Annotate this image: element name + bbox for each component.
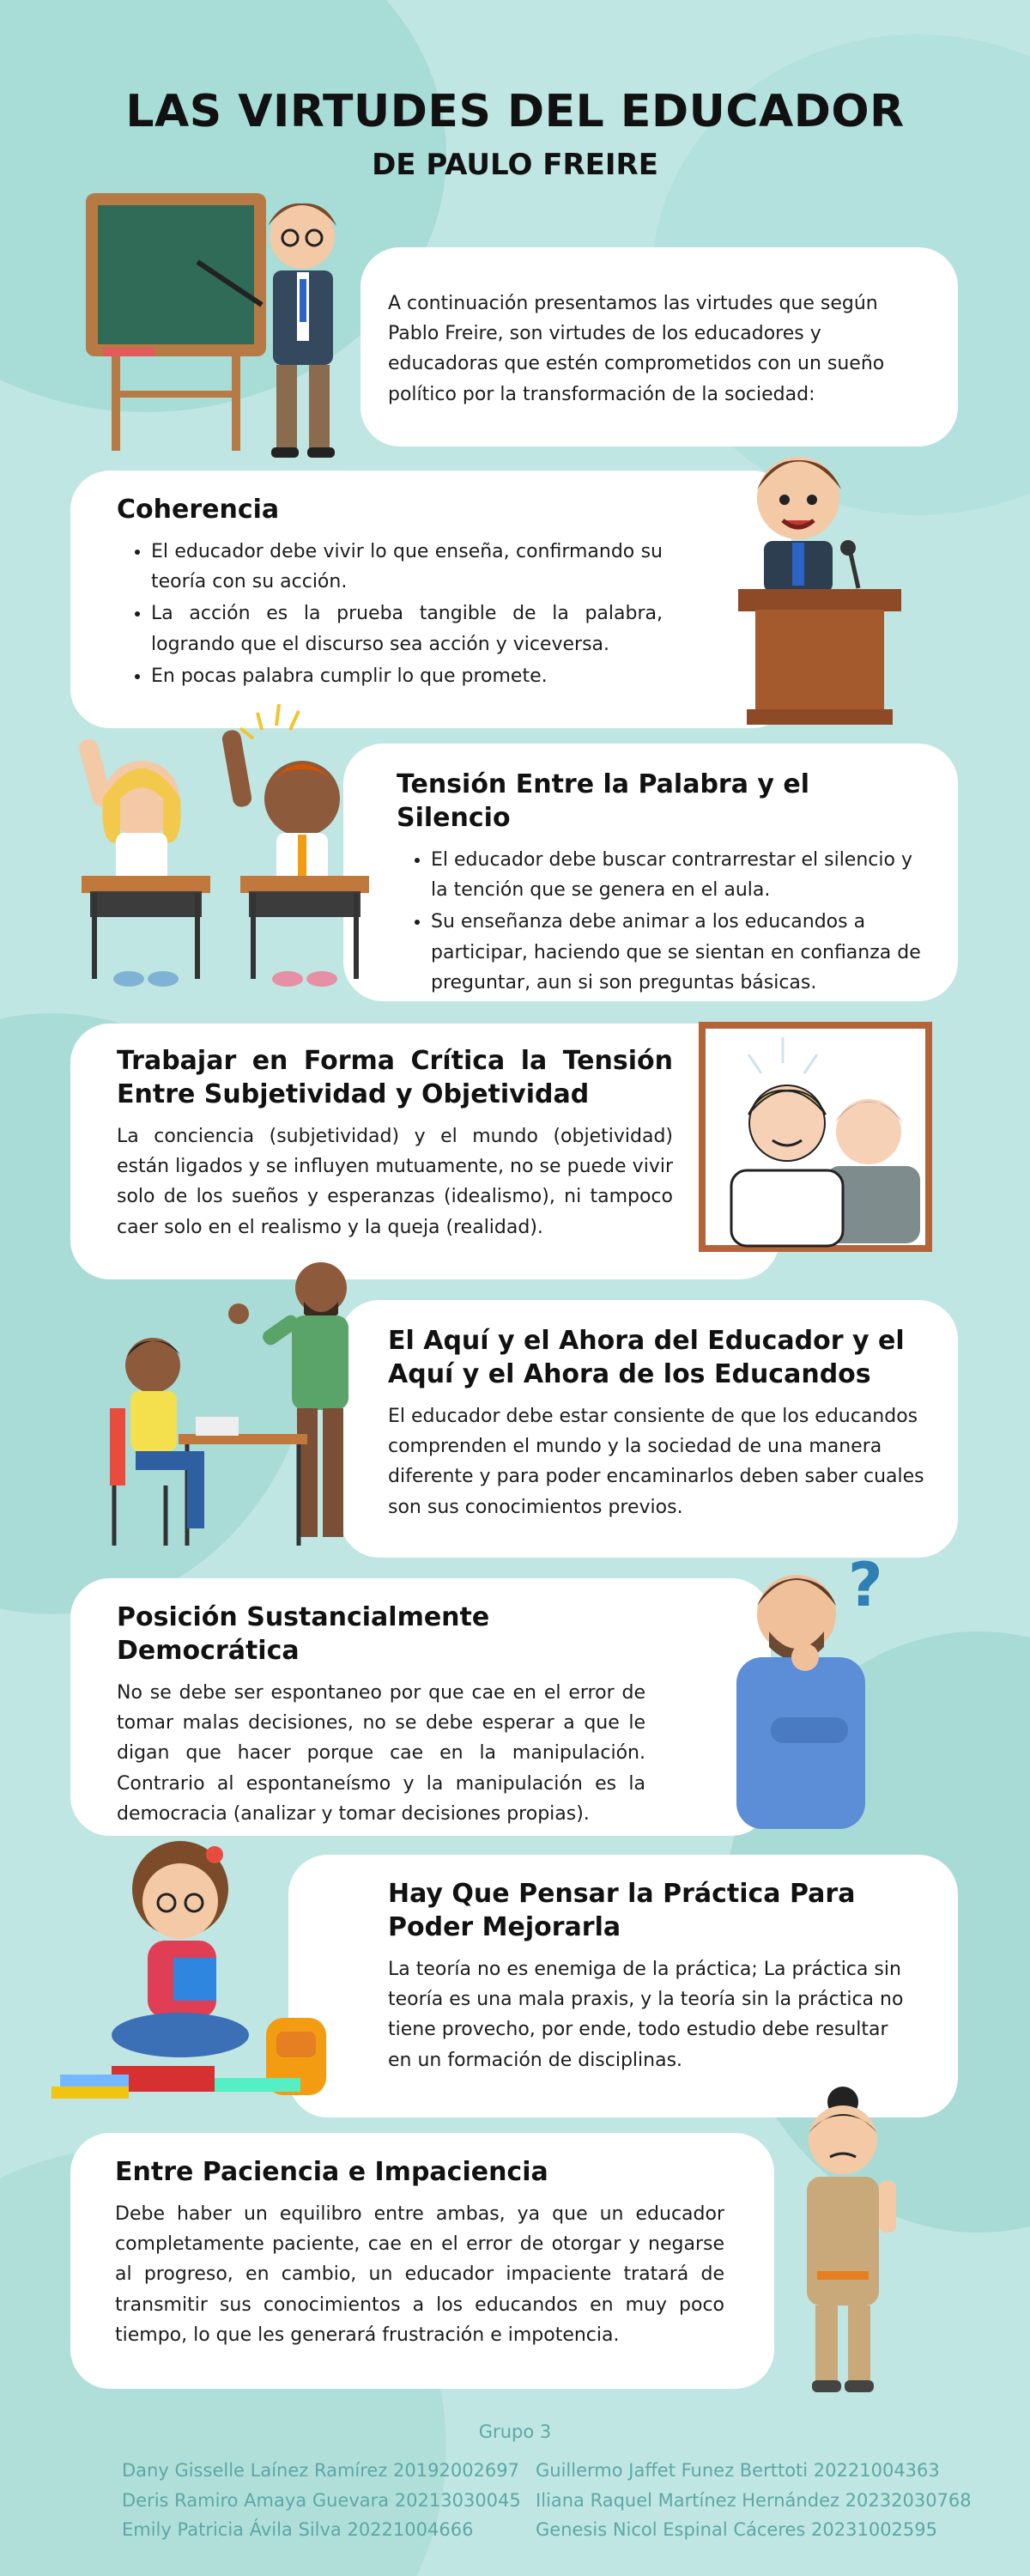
serious-woman-illustration (783, 2078, 920, 2404)
virtue-text: La conciencia (subjetividad) y el mundo (objetividad) están ligados y se influyen mutuamente, no se puede vivir solo de los sueños y esperanzas (idealismo), ni tampoco caer solo en el realismo y la queja (realidad). (117, 1126, 673, 1238)
framed-portrait-illustration (697, 1020, 934, 1254)
virtue-card-tension-palabra-silencio (343, 744, 958, 1001)
students-raising-hands-illustration (77, 696, 378, 1005)
virtue-text: No se debe ser espontaneo por que cae en el error de tomar malas decisiones, no se debe esperar a que le digan que hacer porque cae en la manipulación. Contrario al espontaneísmo y la manipulación es la democracia (analizar y tomar decisiones propias). (117, 1682, 645, 1825)
member-name: Emily Patricia Ávila Silva 20221004666 (122, 2519, 474, 2541)
member-name: Deris Ramiro Amaya Guevara 20213030045 (122, 2489, 521, 2511)
virtue-card-aqui-ahora (340, 1300, 958, 1558)
members-column-left (122, 2456, 534, 2545)
virtue-text: El educador debe estar consiente de que los educandos comprenden el mundo y la sociedad de una manera diferente y para poder encaminarlos deben saber cuales son sus conocimientos previos. (388, 1406, 924, 1518)
virtue-heading: Trabajar en Forma Crítica la Tensión Entre Subjetividad y Objetividad (117, 1046, 673, 1109)
intro-card (360, 247, 958, 447)
page-subtitle: DE PAULO FREIRE (372, 148, 658, 182)
thinking-man-illustration (719, 1546, 908, 1838)
member-name: Genesis Nicol Espinal Cáceres 20231002595 (536, 2519, 937, 2541)
virtue-heading: El Aquí y el Ahora del Educador y el Aquí y el Ahora de los Educandos (388, 1326, 905, 1389)
member-name: Guillermo Jaffet Funez Berttoti 20221004363 (536, 2460, 940, 2481)
girl-reading-illustration (52, 1829, 360, 2138)
group-label: Grupo 3 (478, 2421, 552, 2442)
question-mark-icon: ? (848, 1550, 883, 1620)
bullet-item: • El educador debe vivir lo que enseña, confirmando su teoría con su acción. (151, 537, 663, 597)
virtue-card-posicion-democratica (70, 1578, 771, 1836)
virtue-card-subjetividad-objetividad (70, 1024, 779, 1279)
virtue-heading: Posición Sustancialmente Democrática (117, 1602, 490, 1666)
virtue-card-coherencia (70, 471, 791, 728)
virtue-text: Debe haber un equilibro entre ambas, ya que un educador completamente paciente, cae en el error de otorgar y negarse al progreso, en cambio, un educador impaciente tratará de transmitir sus conocimientos a los educandos en muy poco tiempo, lo que les generará frustración e impotencia. (115, 2203, 724, 2346)
bullet-item: • Su enseñanza debe animar a los educandos a participar, haciendo que se sientan en confianza de preguntar, aun si son preguntas básicas. (431, 907, 932, 998)
members-column-right (536, 2456, 999, 2545)
member-name: Dany Gisselle Laínez Ramírez 20192002697 (122, 2460, 520, 2481)
bullet-item: • La acción es la prueba tangible de la palabra, logrando que el discurso sea acción y viceversa. (151, 598, 663, 659)
speaker-podium-illustration (730, 438, 901, 730)
teacher-student-desk-illustration (101, 1254, 385, 1563)
virtue-bullet-list (117, 537, 663, 691)
member-name: Iliana Raquel Martínez Hernández 20232030768 (536, 2489, 972, 2511)
teacher-chalkboard-illustration (77, 176, 386, 468)
intro-text: A continuación presentamos las virtudes que según Pablo Freire, son virtudes de los educadores y educadoras que estén comprometidos con un sueño político por la transformación de la sociedad: (388, 293, 885, 405)
virtue-heading: Tensión Entre la Palabra y el Silencio (397, 769, 810, 833)
virtue-heading: Coherencia (117, 495, 280, 525)
page-title: LAS VIRTUDES DEL EDUCADOR (125, 86, 905, 137)
virtue-card-paciencia (70, 2133, 774, 2389)
virtue-heading: Hay Que Pensar la Práctica Para Poder Mejorarla (388, 1879, 856, 1942)
virtue-bullet-list (397, 845, 932, 998)
bullet-item: • En pocas palabra cumplir lo que promete. (151, 661, 663, 691)
virtue-heading: Entre Paciencia e Impaciencia (115, 2157, 548, 2187)
bullet-item: • El educador debe buscar contrarrestar el silencio y la tención que se genera en el aula. (431, 845, 932, 905)
virtue-text: La teoría no es enemiga de la práctica; La práctica sin teoría es una mala praxis, y la teoría sin la práctica no tiene provecho, por ende, todo estudio debe resultar en un formación de disciplinas. (388, 1959, 904, 2071)
